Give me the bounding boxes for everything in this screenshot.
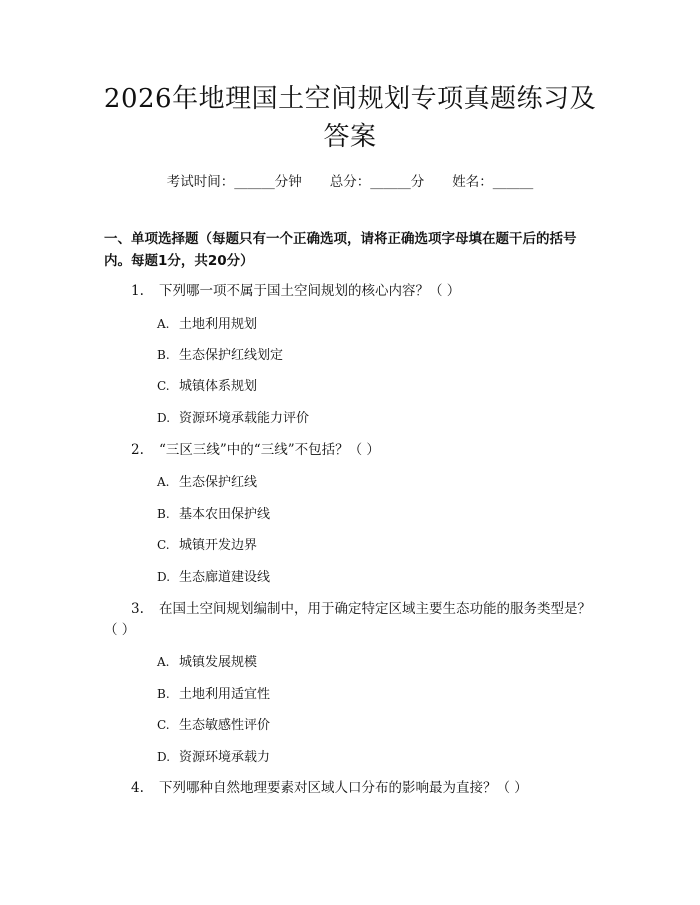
question-2 bbox=[131, 439, 601, 461]
option-text: 土地利用规划 bbox=[179, 317, 258, 332]
option-text: 生态廊道建设线 bbox=[179, 570, 271, 585]
option-text: 生态保护红线 bbox=[179, 475, 258, 490]
option-3c bbox=[157, 715, 270, 736]
option-3b bbox=[157, 684, 270, 705]
question-4 bbox=[131, 777, 601, 799]
option-text: 城镇开发边界 bbox=[179, 538, 258, 553]
option-text: 城镇发展规模 bbox=[179, 655, 258, 670]
option-letter: D. bbox=[157, 570, 171, 584]
option-2a bbox=[157, 472, 257, 493]
option-letter: C. bbox=[157, 718, 170, 732]
option-3d bbox=[157, 747, 270, 768]
question-number: 4. bbox=[131, 780, 144, 796]
question-text-continued: （ ） bbox=[104, 622, 136, 638]
option-text: 土地利用适宜性 bbox=[179, 687, 271, 702]
total-score-blank: ______ bbox=[370, 174, 411, 190]
option-2d bbox=[157, 567, 270, 588]
option-letter: C. bbox=[157, 379, 170, 393]
exam-time-unit: 分钟 bbox=[274, 174, 302, 190]
option-letter: B. bbox=[157, 507, 170, 521]
question-number: 3. bbox=[131, 601, 144, 617]
name-label: 姓名： bbox=[452, 174, 493, 190]
option-letter: A. bbox=[157, 655, 170, 669]
exam-info-line bbox=[0, 170, 700, 190]
option-letter: A. bbox=[157, 317, 170, 331]
option-2b bbox=[157, 504, 270, 525]
option-text: 基本农田保护线 bbox=[179, 507, 271, 522]
name-blank: ______ bbox=[492, 174, 534, 190]
option-letter: B. bbox=[157, 687, 170, 701]
option-text: 资源环境承载力 bbox=[179, 750, 271, 765]
section-heading: 一、单项选择题（每题只有一个正确选项，请将正确选项字母填在题干后的括号内。每题1分，共20分） bbox=[104, 231, 577, 269]
option-text: 城镇体系规划 bbox=[179, 379, 258, 394]
option-text: 生态敏感性评价 bbox=[179, 718, 271, 733]
option-1b bbox=[157, 345, 283, 366]
option-letter: C. bbox=[157, 538, 170, 552]
total-score-unit: 分 bbox=[410, 174, 425, 190]
option-2c bbox=[157, 535, 257, 556]
option-letter: D. bbox=[157, 411, 171, 425]
option-text: 资源环境承载能力评价 bbox=[179, 411, 310, 426]
option-letter: D. bbox=[157, 750, 171, 764]
total-score-label: 总分： bbox=[329, 174, 371, 190]
document-title: 2026年地理国土空间规划专项真题练习及答案 bbox=[103, 84, 597, 152]
question-text: “三区三线”中的“三线”不包括？（ ） bbox=[159, 442, 380, 458]
question-1 bbox=[131, 280, 601, 302]
question-number: 1. bbox=[131, 283, 144, 299]
question-3-continued bbox=[104, 619, 135, 641]
question-text: 下列哪种自然地理要素对区域人口分布的影响最为直接？（ ） bbox=[159, 780, 528, 796]
option-1a bbox=[157, 314, 257, 335]
question-text: 在国土空间规划编制中，用于确定特定区域主要生态功能的服务类型是？ bbox=[159, 601, 591, 617]
option-1d bbox=[157, 408, 309, 429]
option-3a bbox=[157, 652, 257, 673]
exam-time-label: 考试时间： bbox=[166, 174, 235, 190]
option-text: 生态保护红线划定 bbox=[179, 348, 284, 363]
question-text: 下列哪一项不属于国土空间规划的核心内容？（ ） bbox=[159, 283, 461, 299]
question-3 bbox=[131, 598, 601, 620]
option-1c bbox=[157, 376, 257, 397]
option-letter: B. bbox=[157, 348, 170, 362]
exam-time-blank: ______ bbox=[234, 174, 275, 190]
option-letter: A. bbox=[157, 475, 170, 489]
question-number: 2. bbox=[131, 442, 144, 458]
